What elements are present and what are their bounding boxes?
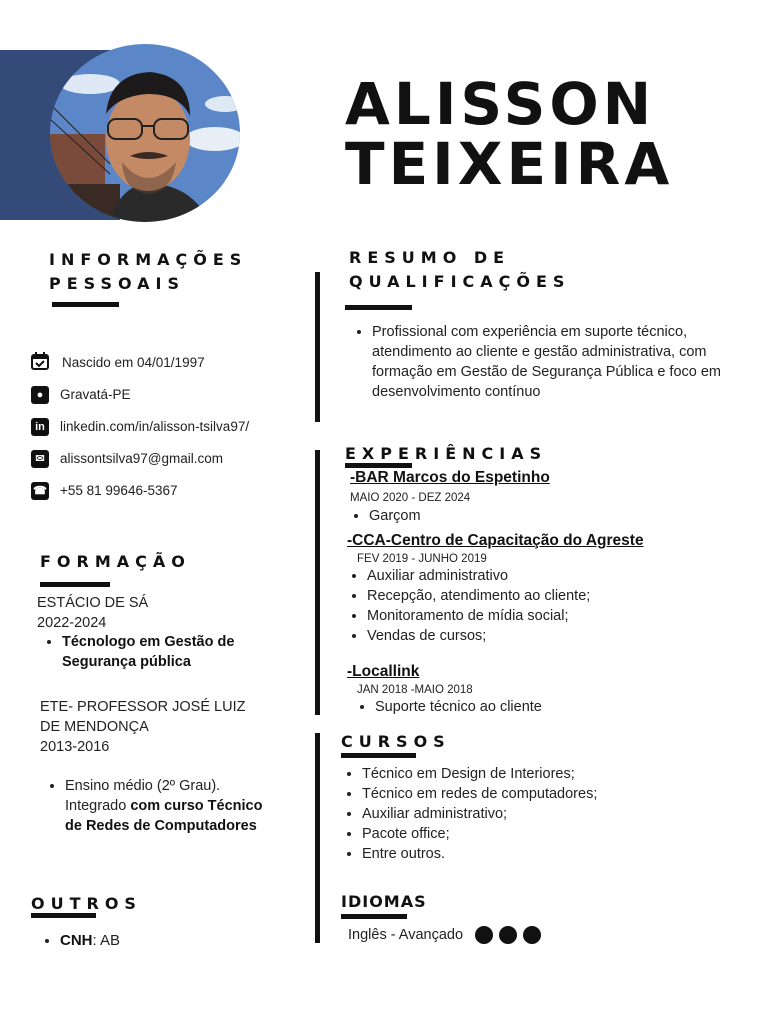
list-item: • Vendas de cursos; <box>367 626 747 646</box>
school-2: ETE- PROFESSOR JOSÉ LUIZ DE MENDONÇA 2013-2016 <box>40 697 300 757</box>
profile-photo <box>50 44 240 222</box>
job-period: JAN 2018 -MAIO 2018 <box>357 684 473 696</box>
contact-list <box>31 347 321 507</box>
heading-underline <box>31 913 96 918</box>
school-2-years: 2013-2016 <box>40 739 110 755</box>
contact-birthdate: Nascido em 04/01/1997 <box>31 347 321 379</box>
job-period: MAIO 2020 - DEZ 2024 <box>350 492 471 504</box>
list-item: • Auxiliar administrativo <box>367 566 747 586</box>
language-label: Inglês - Avançado <box>348 927 464 943</box>
candidate-name <box>345 70 674 198</box>
level-dot <box>475 926 493 944</box>
linkedin-icon: in <box>31 418 49 436</box>
idiomas-heading: IDIOMAS <box>341 892 427 911</box>
job-2 <box>347 532 757 567</box>
experiencias-heading: EXPERIÊNCIAS <box>345 444 548 463</box>
job-period: FEV 2019 - JUNHO 2019 <box>357 553 487 565</box>
phone-icon: ☎ <box>31 482 49 500</box>
list-item: • Recepção, atendimento ao cliente; <box>367 586 747 606</box>
outros-heading: OUTROS <box>31 894 142 913</box>
list-item: • Profissional com experiência em suporte técnico, atendimento ao cliente e gestão administrativa, com formação em Gestão de Segurança Pública e foco em desenvolvimento contínuo <box>372 322 757 402</box>
job-2-tasks <box>347 566 747 646</box>
heading-underline <box>341 914 407 919</box>
language-row <box>348 925 547 945</box>
resumo-heading: RESUMO DE QUALIFICAÇÕES <box>349 248 571 291</box>
school-1-years: 2022-2024 <box>37 615 107 631</box>
list-item: • Técnico em Design de Interiores; <box>362 764 742 784</box>
level-dot <box>523 926 541 944</box>
job-title: -BAR Marcos do Espetinho <box>350 469 550 486</box>
email-icon: ✉ <box>31 450 49 468</box>
list-item: • Monitoramento de mídia social; <box>367 606 747 626</box>
list-item: • CNH: AB <box>60 931 120 951</box>
resumo-list <box>352 322 757 402</box>
level-dot <box>499 926 517 944</box>
heading-underline <box>345 305 412 310</box>
school-1-courses <box>42 632 302 672</box>
column-divider <box>315 272 320 422</box>
job-1-tasks <box>349 506 421 526</box>
location-icon: ● <box>31 386 49 404</box>
list-item: • Ensino médio (2º Grau). Integrado com curso Técnico de Redes de Computadores <box>65 776 270 836</box>
job-1 <box>350 469 750 506</box>
list-item: • Técnologo em Gestão de Segurança pública <box>62 632 302 672</box>
heading-underline <box>341 753 416 758</box>
list-item: • Suporte técnico ao cliente <box>375 697 542 717</box>
list-item: • Entre outros. <box>362 844 742 864</box>
heading-underline <box>345 463 412 468</box>
school-2-courses <box>45 776 270 836</box>
cursos-heading: CURSOS <box>341 732 451 751</box>
column-divider <box>315 450 320 715</box>
contact-location: ● Gravatá-PE <box>31 379 321 411</box>
contact-phone[interactable]: ☎ +55 81 99646-5367 <box>31 475 321 507</box>
list-item: • Auxiliar administrativo; <box>362 804 742 824</box>
heading-underline <box>52 302 119 307</box>
formacao-heading: FORMAÇÃO <box>40 552 191 571</box>
job-title: -CCA-Centro de Capacitação do Agreste <box>347 532 644 549</box>
school-1: ESTÁCIO DE SÁ <box>37 595 149 611</box>
language-level-dots <box>475 926 547 944</box>
job-3-tasks <box>355 697 542 717</box>
calendar-icon <box>31 352 51 375</box>
cursos-list <box>342 764 742 864</box>
list-item: • Técnico em redes de computadores; <box>362 784 742 804</box>
column-divider <box>315 733 320 943</box>
job-title: -Locallink <box>347 663 420 680</box>
list-item: • Pacote office; <box>362 824 742 844</box>
last-name: TEIXEIRA <box>345 130 674 198</box>
personal-info-heading: INFORMAÇÕES PESSOAIS <box>49 250 248 293</box>
list-item: • Garçom <box>369 506 421 526</box>
heading-underline <box>40 582 110 587</box>
outros-list <box>40 931 120 951</box>
first-name: ALISSON <box>345 70 656 138</box>
contact-email[interactable]: ✉ alissontsilva97@gmail.com <box>31 443 321 475</box>
contact-linkedin[interactable]: in linkedin.com/in/alisson-tsilva97/ <box>31 411 321 443</box>
job-3 <box>347 663 747 698</box>
